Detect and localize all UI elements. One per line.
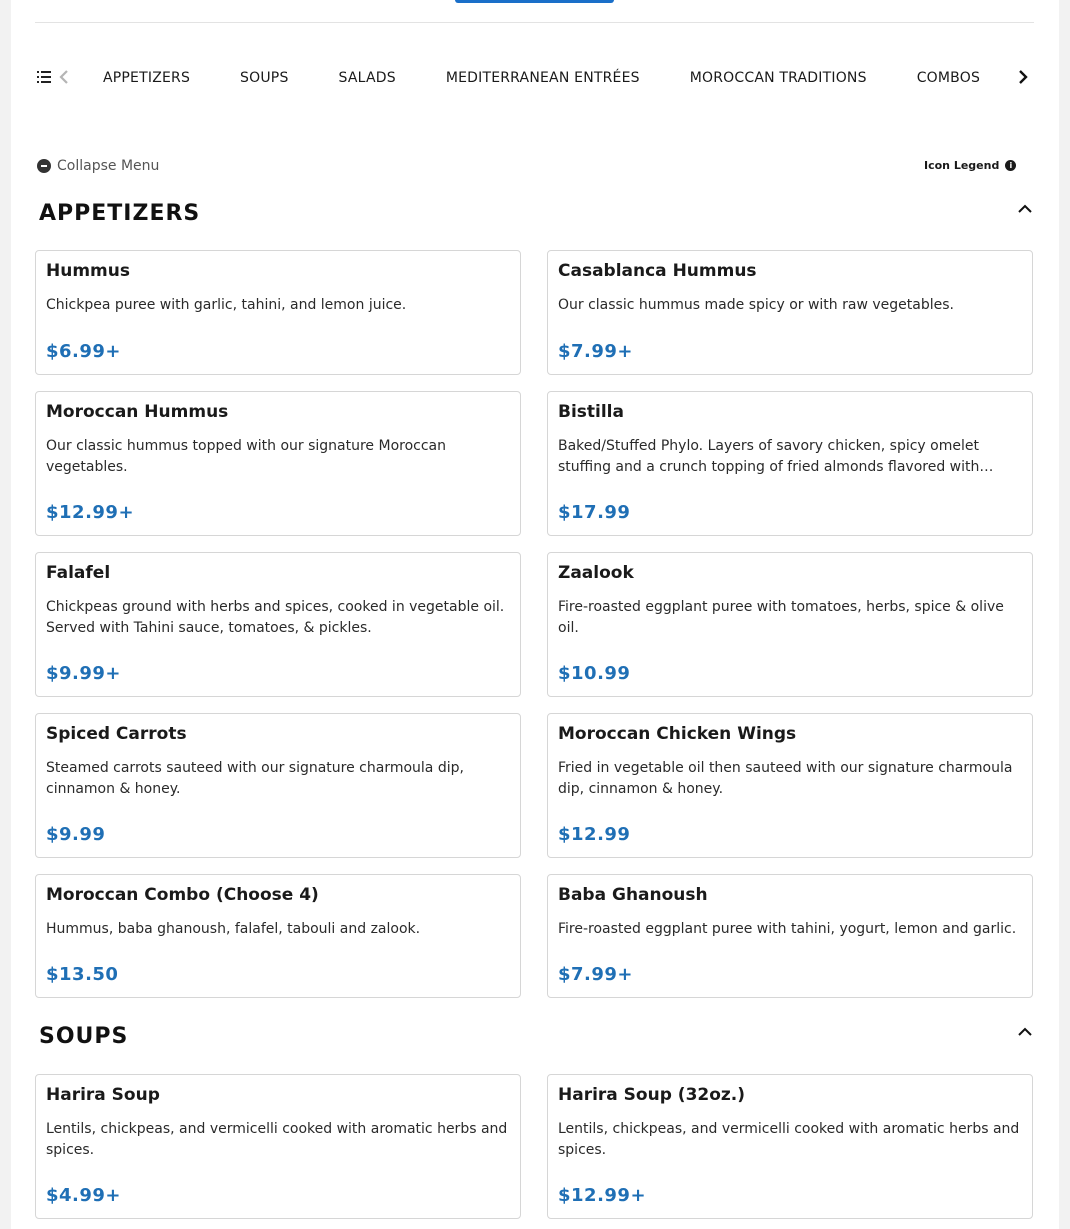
item-name: Falafel (46, 563, 111, 583)
category-tabs (99, 60, 981, 96)
menu-item-card[interactable] (35, 391, 521, 536)
item-name: Harira Soup (32oz.) (558, 1085, 746, 1105)
menu-item-card[interactable] (35, 713, 521, 858)
item-price: $17.99 (558, 502, 631, 523)
item-description: Lentils, chickpeas, and vermicelli cooked with aromatic herbs and spices. (558, 1121, 1020, 1158)
item-price: $4.99+ (46, 1185, 122, 1206)
menu-item-card[interactable] (35, 1074, 521, 1219)
item-description: Fire-roasted eggplant puree with tahini, yogurt, lemon and garlic. (558, 921, 1017, 937)
item-price: $13.50 (46, 964, 119, 985)
item-description: Fire-roasted eggplant puree with tomatoes, herbs, spice & olive oil. (558, 599, 1004, 636)
menu-item-card[interactable] (547, 1074, 1033, 1219)
collapse-menu-button[interactable] (37, 157, 159, 175)
item-description: Our classic hummus topped with our signature Moroccan vegetables. (46, 438, 447, 475)
chevron-up-icon[interactable] (1018, 1027, 1032, 1037)
item-name: Hummus (46, 261, 130, 281)
tab-salads[interactable]: SALADS (338, 70, 396, 86)
item-name: Casablanca Hummus (558, 261, 757, 281)
item-price: $7.99+ (558, 341, 634, 362)
item-description: Our classic hummus made spicy or with raw vegetables. (558, 297, 954, 313)
chevron-right-icon[interactable] (1015, 68, 1031, 86)
minus-circle-icon (37, 159, 51, 173)
item-price: $10.99 (558, 663, 631, 684)
item-price: $12.99+ (558, 1185, 647, 1206)
list-icon[interactable] (37, 70, 51, 84)
info-icon: i (1005, 160, 1016, 171)
item-price: $6.99+ (46, 341, 122, 362)
menu-item-card[interactable] (35, 552, 521, 697)
item-price: $7.99+ (558, 964, 634, 985)
top-action-button[interactable] (455, 0, 614, 3)
item-price: $9.99+ (46, 663, 122, 684)
tab-appetizers[interactable]: APPETIZERS (103, 70, 191, 86)
menu-item-card[interactable] (547, 713, 1033, 858)
category-nav (35, 60, 1035, 96)
tab-combos[interactable]: COMBOS (916, 70, 981, 86)
item-description: Chickpea puree with garlic, tahini, and lemon juice. (46, 297, 407, 313)
icon-legend-label: Icon Legend (924, 158, 1000, 172)
item-name: Harira Soup (46, 1085, 160, 1105)
item-name: Zaalook (558, 563, 634, 583)
item-name: Spiced Carrots (46, 724, 187, 744)
tab-mediterranean-entrees[interactable]: MEDITERRANEAN ENTRÉES (445, 70, 640, 86)
icon-legend-button[interactable] (924, 157, 1016, 173)
menu-page (11, 0, 1059, 1229)
item-description: Hummus, baba ghanoush, falafel, tabouli and zalook. (46, 921, 421, 937)
menu-item-card[interactable] (35, 874, 521, 998)
chevron-left-icon[interactable] (57, 68, 71, 86)
menu-item-card[interactable] (547, 391, 1033, 536)
collapse-menu-label: Collapse Menu (57, 158, 160, 174)
item-name: Bistilla (558, 402, 624, 422)
item-description: Fried in vegetable oil then sauteed with our signature charmoula dip, cinnamon & honey. (558, 760, 1013, 797)
section-title-soups: SOUPS (39, 1024, 129, 1049)
item-price: $9.99 (46, 824, 106, 845)
tab-soups[interactable]: SOUPS (240, 70, 289, 86)
item-description: Baked/Stuffed Phylo. Layers of savory chicken, spicy omelet stuffing and a crunch topping of fried almonds flavored with… (558, 438, 994, 475)
menu-item-card[interactable] (547, 552, 1033, 697)
item-description: Chickpeas ground with herbs and spices, cooked in vegetable oil. Served with Tahini sauce, tomatoes, & pickles. (46, 599, 505, 636)
item-name: Moroccan Hummus (46, 402, 229, 422)
item-name: Baba Ghanoush (558, 885, 708, 905)
divider (35, 22, 1034, 23)
item-description: Lentils, chickpeas, and vermicelli cooked with aromatic herbs and spices. (46, 1121, 508, 1158)
chevron-up-icon[interactable] (1018, 204, 1032, 214)
item-name: Moroccan Chicken Wings (558, 724, 797, 744)
menu-item-card[interactable] (547, 250, 1033, 375)
menu-item-card[interactable] (547, 874, 1033, 998)
item-description: Steamed carrots sauteed with our signature charmoula dip, cinnamon & honey. (46, 760, 464, 797)
tab-moroccan-traditions[interactable]: MOROCCAN TRADITIONS (689, 70, 867, 86)
item-price: $12.99+ (46, 502, 135, 523)
section-title-appetizers: APPETIZERS (39, 201, 201, 226)
item-name: Moroccan Combo (Choose 4) (46, 885, 319, 905)
menu-item-card[interactable] (35, 250, 521, 375)
item-price: $12.99 (558, 824, 631, 845)
